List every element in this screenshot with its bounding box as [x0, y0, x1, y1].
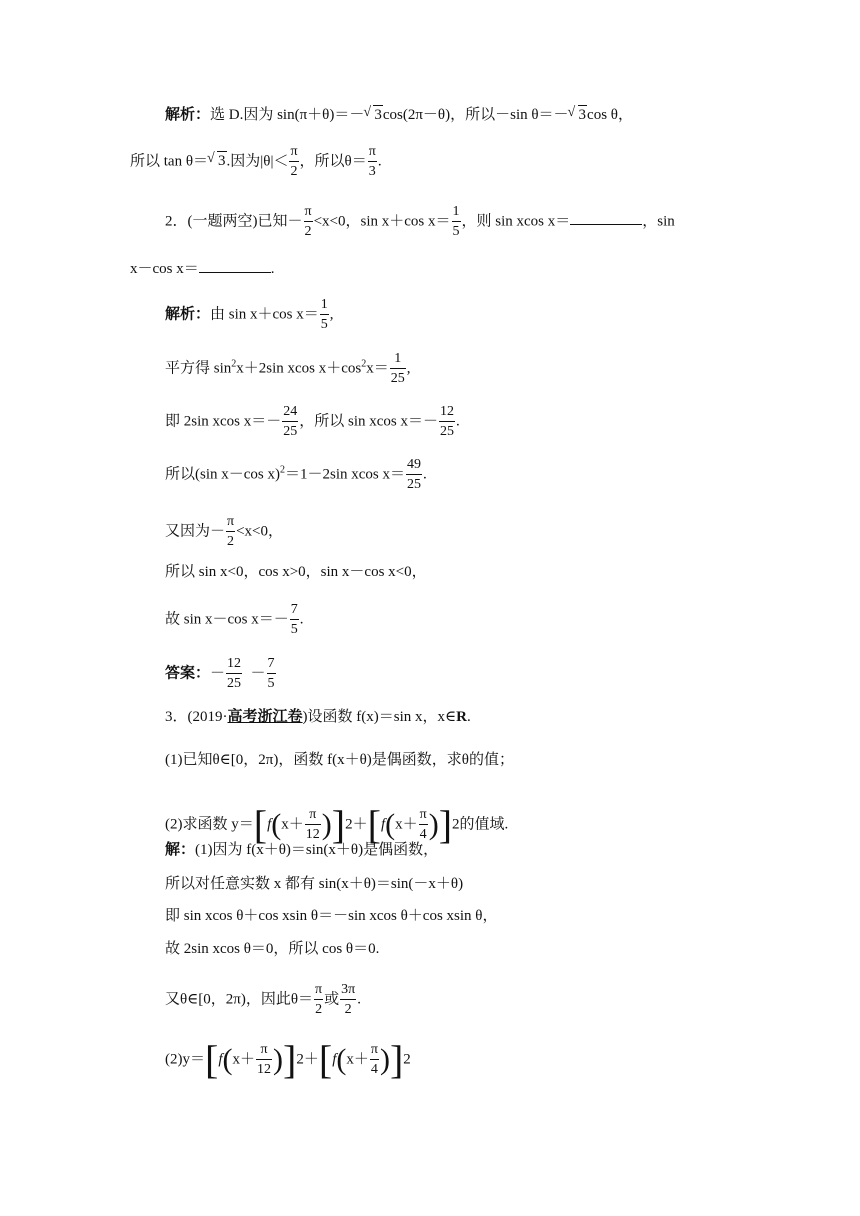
fraction: $\frac{\pi}{12}$ — [305, 807, 320, 842]
text: ，则 sin xcos x＝ — [461, 213, 571, 230]
text: 即 2sin xcos x＝－ — [165, 413, 282, 430]
answer-3-line-4 — [165, 939, 379, 959]
text: 2．(一题两空)已知－ — [165, 213, 303, 230]
set-R: R — [456, 709, 467, 725]
question-3 — [165, 707, 471, 727]
step-3 — [165, 405, 460, 439]
sqrt-3: √ 3 — [578, 105, 588, 124]
text: ＝1－2sin xcos x＝ — [285, 466, 406, 483]
text: , — [406, 360, 411, 377]
text: . — [423, 466, 427, 483]
text: <x<0，sin x＋cos x＝ — [313, 213, 451, 230]
fraction: $\frac{\pi}{3}$ — [368, 144, 376, 179]
solution-line-1 — [165, 105, 633, 125]
text: 故 sin x－cos x＝－ — [165, 611, 289, 628]
superscript: 2 — [280, 464, 285, 476]
bracket: ] — [389, 1037, 404, 1082]
label-solution: 解： — [165, 842, 196, 858]
text: . — [357, 991, 361, 1008]
fraction: $\frac{\pi}{2}$ — [227, 514, 235, 549]
text: － — [250, 665, 266, 682]
fraction: $\frac{12}{25}$ — [440, 404, 455, 439]
step-6 — [165, 562, 427, 582]
text: 故 2sin xcos θ＝0，所以 cos θ＝0. — [165, 941, 380, 957]
source-label: 高考浙江卷 — [227, 709, 303, 725]
exponent: 2 — [452, 816, 460, 833]
superscript: 2 — [231, 358, 237, 370]
text: 的值域. — [459, 816, 509, 833]
text: x＋ — [395, 816, 418, 833]
text: 又因为－ — [165, 523, 226, 540]
text: . — [377, 153, 382, 170]
question-3-part-2 — [165, 802, 509, 847]
fraction: $\frac{\pi}{2}$ — [315, 982, 323, 1017]
text: x＋2sin xcos x＋cos — [236, 360, 362, 377]
fraction: $\frac{1}{5}$ — [320, 297, 328, 332]
step-1 — [165, 298, 334, 332]
text: 或 — [324, 991, 340, 1008]
step-5 — [165, 515, 283, 549]
label-answer: 答案： — [165, 665, 211, 682]
fraction: $\frac{12}{25}$ — [227, 656, 242, 691]
text: .因为|θ|＜ — [226, 153, 289, 170]
fraction: $\frac{3\pi}{2}$ — [341, 982, 356, 1017]
step-7 — [165, 603, 304, 637]
text: f — [332, 1051, 337, 1068]
text: 又θ∈[0，2π)，因此θ＝ — [165, 991, 314, 1008]
bracket: ) — [273, 1043, 284, 1076]
fraction: $\frac{\pi}{4}$ — [419, 807, 427, 842]
text: 所以(sin x－cos x) — [165, 466, 280, 483]
text: . — [270, 261, 275, 277]
fraction: $\frac{1}{5}$ — [452, 204, 460, 239]
text: x＋ — [232, 1051, 256, 1068]
text: x＋ — [346, 1051, 369, 1068]
bracket: ] — [283, 1037, 297, 1082]
text: 所以 tan θ＝ — [130, 153, 209, 170]
text: 由 sin x＋cos x＝ — [210, 306, 319, 323]
solution-line-2 — [130, 145, 382, 179]
fraction: $\frac{\pi}{12}$ — [257, 1042, 272, 1077]
superscript: 2 — [361, 358, 367, 370]
sqrt-3: √ 3 — [373, 105, 383, 124]
text: ，所以θ＝ — [299, 153, 367, 170]
fraction: $\frac{\pi}{2}$ — [290, 144, 298, 179]
bracket: [ — [205, 1037, 219, 1082]
fraction: $\frac{7}{5}$ — [267, 656, 275, 691]
step-4 — [165, 458, 427, 492]
answer-blank — [570, 210, 642, 225]
text: ，sin — [642, 213, 675, 230]
bracket: ( — [385, 808, 396, 841]
text: ，所以 sin xcos x＝－ — [299, 413, 439, 430]
text: . — [466, 709, 471, 725]
text: x－cos x＝ — [130, 261, 199, 277]
text: . — [456, 413, 460, 430]
label-jiexi: 解析： — [165, 107, 211, 123]
text: (1)因为 f(x＋θ)＝sin(x＋θ)是偶函数， — [195, 842, 439, 858]
label-jiexi: 解析： — [165, 306, 211, 323]
fraction: $\frac{\pi}{2}$ — [304, 204, 312, 239]
text: )设函数 f(x)＝sin x，x∈ — [302, 709, 457, 725]
bracket: ) — [379, 1043, 390, 1076]
sqrt-3: √ 3 — [217, 151, 227, 170]
bracket: ) — [321, 808, 332, 841]
bracket: [ — [318, 1037, 333, 1082]
text: 所以对任意实数 x 都有 sin(x＋θ)＝sin(－x＋θ) — [165, 876, 464, 892]
text: ＋ — [352, 816, 368, 833]
question-2-cont — [130, 258, 275, 279]
text: f — [218, 1051, 223, 1068]
text: 即 sin xcos θ＋cos xsin θ＝－sin xcos θ＋cos xsin θ， — [165, 908, 498, 924]
question-2 — [165, 205, 675, 239]
exponent: 2 — [296, 1051, 304, 1068]
text: － — [210, 665, 226, 682]
text: (1)已知θ∈[0，2π)，函数 f(x＋θ)是偶函数，求θ的值； — [165, 752, 514, 768]
bracket: ] — [331, 802, 346, 847]
step-2 — [165, 352, 411, 386]
bracket: ( — [271, 808, 282, 841]
text: f — [267, 816, 272, 833]
question-3-part-1 — [165, 750, 514, 770]
bracket: ] — [438, 802, 453, 847]
bracket: ) — [428, 808, 439, 841]
bracket: [ — [367, 802, 381, 847]
bracket: ( — [336, 1043, 347, 1076]
text: cos θ， — [587, 107, 633, 123]
bracket: [ — [253, 802, 268, 847]
answer-3-line-1 — [165, 840, 438, 860]
answer-3-line-5 — [165, 983, 361, 1017]
answer-3-line-3 — [165, 906, 498, 926]
text: 平方得 sin — [165, 360, 232, 377]
fraction: $\frac{49}{25}$ — [407, 457, 422, 492]
text: 所以 sin x<0，cos x>0，sin x－cos x<0， — [165, 564, 427, 580]
text: 选 D.因为 sin(π＋θ)＝－ — [210, 107, 365, 123]
text: cos(2π－θ)，所以－sin θ＝－ — [382, 107, 569, 123]
exponent: 2 — [345, 816, 353, 833]
fraction: $\frac{7}{5}$ — [290, 602, 298, 637]
text: f — [380, 816, 386, 833]
text: ＋ — [303, 1051, 319, 1068]
text: 3．(2019· — [165, 709, 228, 725]
fraction: $\frac{24}{25}$ — [283, 404, 298, 439]
answer-3-line-2 — [165, 874, 463, 894]
text: , — [329, 306, 334, 323]
text: x＝ — [366, 360, 389, 377]
answer-blank — [199, 258, 271, 273]
answer-line — [165, 657, 277, 691]
text: (2)求函数 y＝ — [165, 816, 254, 833]
bracket: ( — [222, 1043, 233, 1076]
exponent: 2 — [403, 1051, 411, 1068]
text: . — [299, 611, 304, 628]
answer-3-line-6 — [165, 1037, 411, 1082]
text: x＋ — [281, 816, 304, 833]
fraction: $\frac{1}{25}$ — [390, 351, 405, 386]
text: (2)y＝ — [165, 1051, 205, 1068]
text: <x<0， — [236, 523, 284, 540]
fraction: $\frac{\pi}{4}$ — [370, 1042, 378, 1077]
